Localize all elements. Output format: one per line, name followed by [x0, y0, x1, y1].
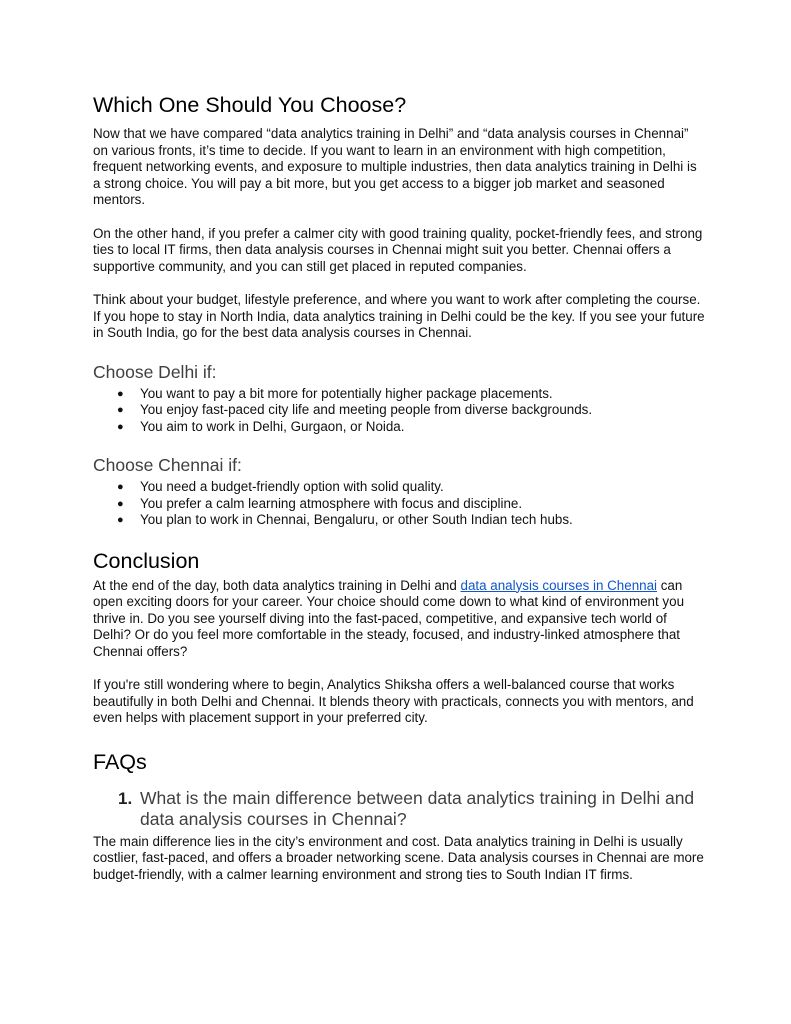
paragraph-other-hand: On the other hand, if you prefer a calmer city with good training quality, pocket-friendly fees, and strong ties to local IT firms, then data analysis courses in Chennai might suit you better. Chennai offers a supportive community, and you can still get placed in reputed companies.	[93, 225, 703, 274]
heading-faqs: FAQs	[93, 749, 147, 774]
paragraph-analytics-shiksha: If you're still wondering where to begin, Analytics Shiksha offers a well-balanced course that works beautifully in both Delhi and Chennai. It blends theory with practicals, connects you with mentors, and even helps with placement support in your preferred city.	[93, 677, 694, 725]
bullet-icon: ●	[117, 420, 124, 433]
paragraph-compare: Now that we have compared “data analytics training in Delhi” and “data analysis courses in Chennai” on various fronts, it’s time to decide. If you want to learn in an environment with high competition, frequent networking events, and exposure to multiple industries, then data analytics training in Delhi is a strong choice. You will pay a bit more, but you get access to a bigger job market and seasoned mentors.	[93, 126, 697, 207]
bullet-icon: ●	[117, 481, 124, 493]
list-item: ● You prefer a calm learning atmosphere with focus and discipline.	[117, 495, 523, 511]
heading-conclusion: Conclusion	[93, 548, 200, 573]
faq-question-1: 1. What is the main difference between data analytics training in Delhi and data analysis courses in Chennai?	[118, 787, 695, 829]
list-item: ● You want to pay a bit more for potentially higher package placements.	[117, 385, 553, 401]
delhi-list	[93, 386, 705, 436]
paragraph-conclusion: At the end of the day, both data analytics training in Delhi and data analysis courses in Chennai can open exciting doors for your career. Your choice should come down to what kind of environment you thrive in. Do you see yourself diving into the fast-paced, competitive, and expansive tech world of Delhi? Or do you feel more comfortable in the steady, focused, and industry-linked atmosphere that Chennai offers?	[93, 577, 685, 659]
list-item: ● You aim to work in Delhi, Gurgaon, or Noida.	[117, 418, 405, 434]
bullet-icon: ●	[117, 404, 124, 416]
chennai-list	[93, 479, 705, 529]
list-item: ● You plan to work in Chennai, Bengaluru, or other South Indian tech hubs.	[117, 512, 573, 527]
list-item: ● You need a budget-friendly option with solid quality.	[117, 479, 444, 494]
faq-answer-1: The main difference lies in the city’s environment and cost. Data analytics training in Delhi is usually costlier, fast-paced, and offers a broader networking scene. Data analysis courses in Chennai are more budget-friendly, with a calmer learning environment and strong ties to South Indian IT firms.	[93, 833, 704, 882]
faq-number: 1.	[118, 788, 133, 808]
list-item: ● You enjoy fast-paced city life and meeting people from diverse backgrounds.	[117, 402, 593, 417]
heading-choose-delhi: Choose Delhi if:	[93, 361, 217, 382]
bullet-icon: ●	[117, 497, 124, 510]
bullet-icon: ●	[117, 514, 124, 526]
paragraph-think-about: Think about your budget, lifestyle preference, and where you want to work after completing the course. If you hope to stay in North India, data analytics training in Delhi could be the key. If you see your future in South India, go for the best data analysis courses in Chennai.	[93, 292, 705, 340]
bullet-icon: ●	[117, 387, 124, 400]
document-page	[93, 92, 705, 883]
heading-choose-chennai: Choose Chennai if:	[93, 455, 242, 475]
chennai-courses-link[interactable]: data analysis courses in Chennai	[460, 577, 658, 593]
heading-which-one: Which One Should You Choose?	[93, 93, 407, 117]
